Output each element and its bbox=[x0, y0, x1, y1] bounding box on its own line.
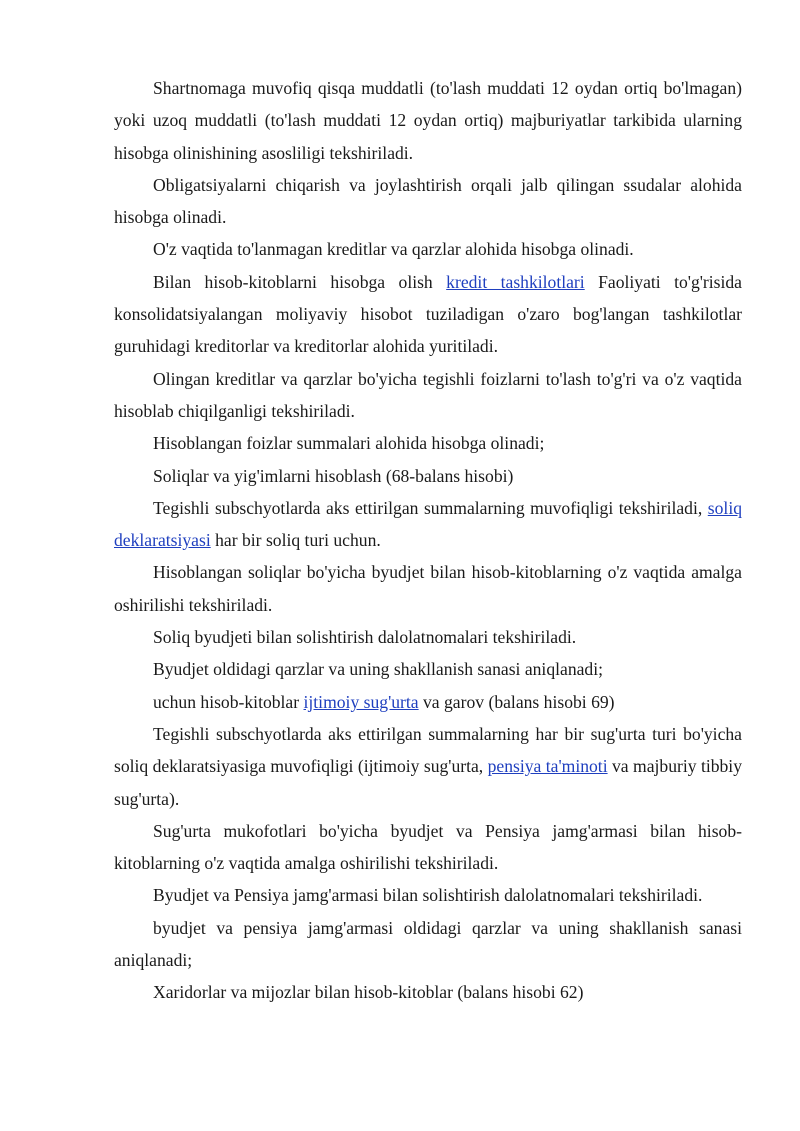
paragraph-text: Soliq byudjeti bilan solishtirish dalolatnomalari tekshiriladi. bbox=[153, 627, 577, 648]
paragraph bbox=[114, 169, 742, 234]
paragraph bbox=[114, 460, 742, 492]
paragraph-text: Byudjet va Pensiya jamg'armasi bilan solishtirish dalolatnomalari tekshiriladi. bbox=[153, 885, 703, 906]
paragraph-text: byudjet va pensiya jamg'armasi oldidagi qarzlar va uning shakllanish sanasi aniqlanadi; bbox=[114, 917, 742, 971]
paragraph bbox=[114, 815, 742, 880]
hyperlink[interactable]: pensiya ta'minoti bbox=[487, 756, 608, 777]
paragraph-text: Hisoblangan soliqlar bo'yicha byudjet bilan hisob-kitoblarning o'z vaqtida amalga oshirilishi tekshiriladi. bbox=[114, 562, 742, 615]
paragraph-text: Faoliyati to'g'risida konsolidatsiyalangan moliyaviy hisobot tuziladigan o'zaro bog'langan tashkilotlar guruhidagi kreditorlar va kreditorlar alohida yuritiladi. bbox=[114, 271, 742, 357]
paragraph bbox=[114, 718, 742, 815]
hyperlink[interactable]: ijtimoiy sug'urta bbox=[303, 691, 419, 712]
paragraph bbox=[114, 72, 742, 169]
paragraph-text: Tegishli subschyotlarda aks ettirilgan summalarning har bir sug'urta turi bo'yicha soliq deklaratsiyasiga muvofiqligi (ijtimoiy sug'urta, bbox=[114, 723, 742, 777]
hyperlink[interactable]: soliq deklaratsiyasi bbox=[114, 497, 742, 551]
paragraph bbox=[114, 427, 742, 459]
paragraph bbox=[114, 879, 742, 911]
paragraph-text: va majburiy tibbiy sug'urta). bbox=[114, 756, 742, 809]
paragraph bbox=[114, 233, 742, 265]
paragraph bbox=[114, 492, 742, 557]
paragraph-text: Soliqlar va yig'imlarni hisoblash (68-balans hisobi) bbox=[153, 465, 514, 486]
paragraph-text: Byudjet oldidagi qarzlar va uning shakllanish sanasi aniqlanadi; bbox=[153, 659, 603, 680]
paragraph-text: O'z vaqtida to'lanmagan kreditlar va qarzlar alohida hisobga olinadi. bbox=[153, 239, 634, 260]
paragraph bbox=[114, 556, 742, 621]
paragraph-text: Sug'urta mukofotlari bo'yicha byudjet va Pensiya jamg'armasi bilan hisob-kitoblarning o'z vaqtida amalga oshirilishi tekshiriladi. bbox=[114, 820, 742, 874]
paragraph bbox=[114, 653, 742, 685]
document-page bbox=[114, 72, 742, 1009]
paragraph-text: Hisoblangan foizlar summalari alohida hisobga olinadi; bbox=[153, 433, 545, 454]
paragraph-text: Bilan hisob-kitoblarni hisobga olish bbox=[153, 271, 447, 292]
hyperlink[interactable]: kredit tashkilotlari bbox=[446, 271, 585, 292]
paragraph-text: Tegishli subschyotlarda aks ettirilgan summalarning muvofiqligi tekshiriladi, bbox=[153, 497, 708, 518]
paragraph-text: Obligatsiyalarni chiqarish va joylashtirish orqali jalb qilingan ssudalar alohida hisobga olinadi. bbox=[114, 174, 742, 228]
paragraph bbox=[114, 976, 742, 1008]
paragraph bbox=[114, 686, 742, 718]
paragraph bbox=[114, 363, 742, 428]
paragraph-text: Olingan kreditlar va qarzlar bo'yicha tegishli foizlarni to'lash to'g'ri va o'z vaqtida hisoblab chiqilganligi tekshiriladi. bbox=[114, 368, 742, 421]
paragraph bbox=[114, 912, 742, 977]
paragraph-text: uchun hisob-kitoblar bbox=[153, 691, 304, 712]
paragraph-text: Shartnomaga muvofiq qisqa muddatli (to'lash muddati 12 oydan ortiq bo'lmagan) yoki uzoq muddatli (to'lash muddati 12 oydan ortiq) majburiyatlar tarkibida ularning hisobga olinishining asosliligi tekshiriladi. bbox=[114, 78, 742, 163]
paragraph-text: va garov (balans hisobi 69) bbox=[418, 691, 615, 712]
paragraph-text: Xaridorlar va mijozlar bilan hisob-kitoblar (balans hisobi 62) bbox=[153, 982, 584, 1003]
paragraph bbox=[114, 621, 742, 653]
paragraph bbox=[114, 266, 742, 363]
paragraph-text: har bir soliq turi uchun. bbox=[210, 530, 381, 551]
